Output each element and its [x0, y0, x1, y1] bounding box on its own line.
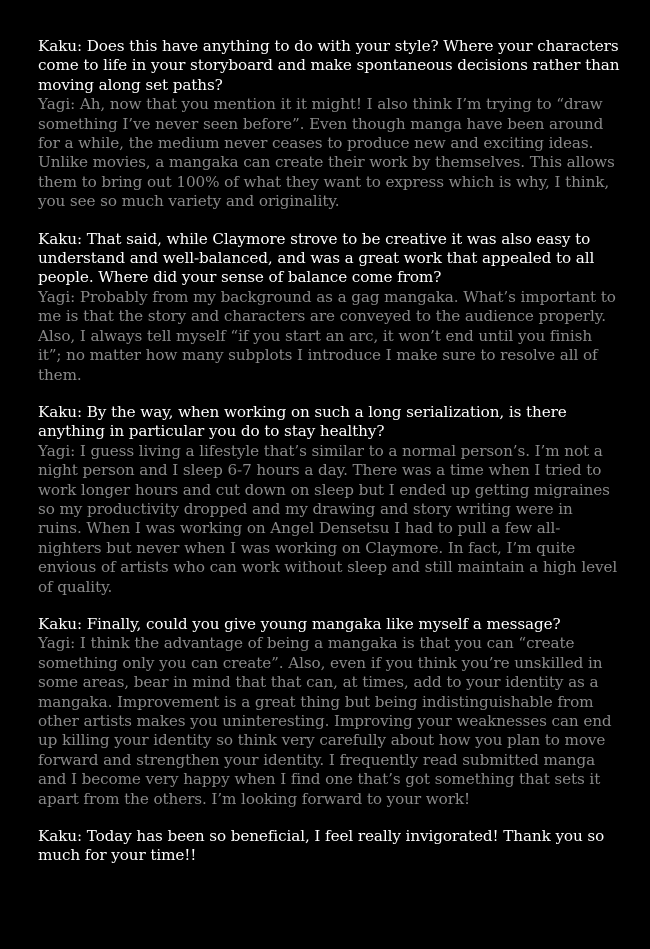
question-text: Kaku: Does this have anything to do with your style? Where your characters come to life in your storyboard and make spontaneous decisions rather than moving along set paths? — [38, 37, 620, 94]
closing-text: Kaku: Today has been so beneficial, I feel really invigorated! Thank you so much for your time!! — [38, 827, 605, 865]
closing-block — [38, 827, 620, 866]
qa-block-health — [38, 403, 620, 597]
question-text: Kaku: By the way, when working on such a long serialization, is there anything in particular you do to stay healthy? — [38, 402, 567, 441]
answer-text: Yagi: Probably from my background as a gag mangaka. What’s important to me is that the story and characters are conveyed to the audience properly. Also, I always tell myself “if you start an arc, it won’t end until you finish it”; no matter how many subplots I introduce I make sure to resolve all of them. — [38, 287, 616, 384]
answer-text: Yagi: I guess living a lifestyle that’s similar to a normal person’s. I’m not a night person and I sleep 6-7 hours a day. There was a time when I tried to work longer hours and cut down on sleep but I ended up getting migraines so my productivity dropped and my drawing and story writing were in ruins. When I was working on Angel Densetsu I had to pull a few all-nighters but never when I was working on Claymore. In fact, I’m quite envious of artists who can work without sleep and still maintain a high level of quality. — [38, 441, 618, 596]
interview-page — [38, 37, 620, 884]
question-text: Kaku: That said, while Claymore strove to be creative it was also easy to understand and well-balanced, and was a great work that appealed to all people. Where did your sense of balance come from? — [38, 229, 595, 287]
question-text: Kaku: Finally, could you give young mangaka like myself a message? — [38, 614, 561, 633]
answer-text: Yagi: Ah, now that you mention it it might! I also think I’m trying to “draw something I’ve never seen before”. Even though manga have been around for a while, the medium never ceases to produce new and exciting ideas. Unlike movies, a mangaka can create their work by themselves. This allows them to bring out 100% of what they want to express which is why, I think, you see so much variety and originality. — [38, 95, 615, 211]
qa-block-message — [38, 615, 620, 809]
answer-text: Yagi: I think the advantage of being a mangaka is that you can “create something only you can create”. Also, even if you think you’re unskilled in some areas, bear in mind that that can, at times, add to your identity as a mangaka. Improvement is a great thing but being indistinguishable from other artists makes you uninteresting. Improving your weaknesses can end up killing your identity so think very carefully about how you plan to move forward and strengthen your identity. I frequently read submitted manga and I become very happy when I find one that’s got something that sets it apart from the others. I’m looking forward to your work! — [38, 634, 612, 808]
qa-block-balance — [38, 230, 620, 385]
qa-block-style — [38, 37, 620, 212]
